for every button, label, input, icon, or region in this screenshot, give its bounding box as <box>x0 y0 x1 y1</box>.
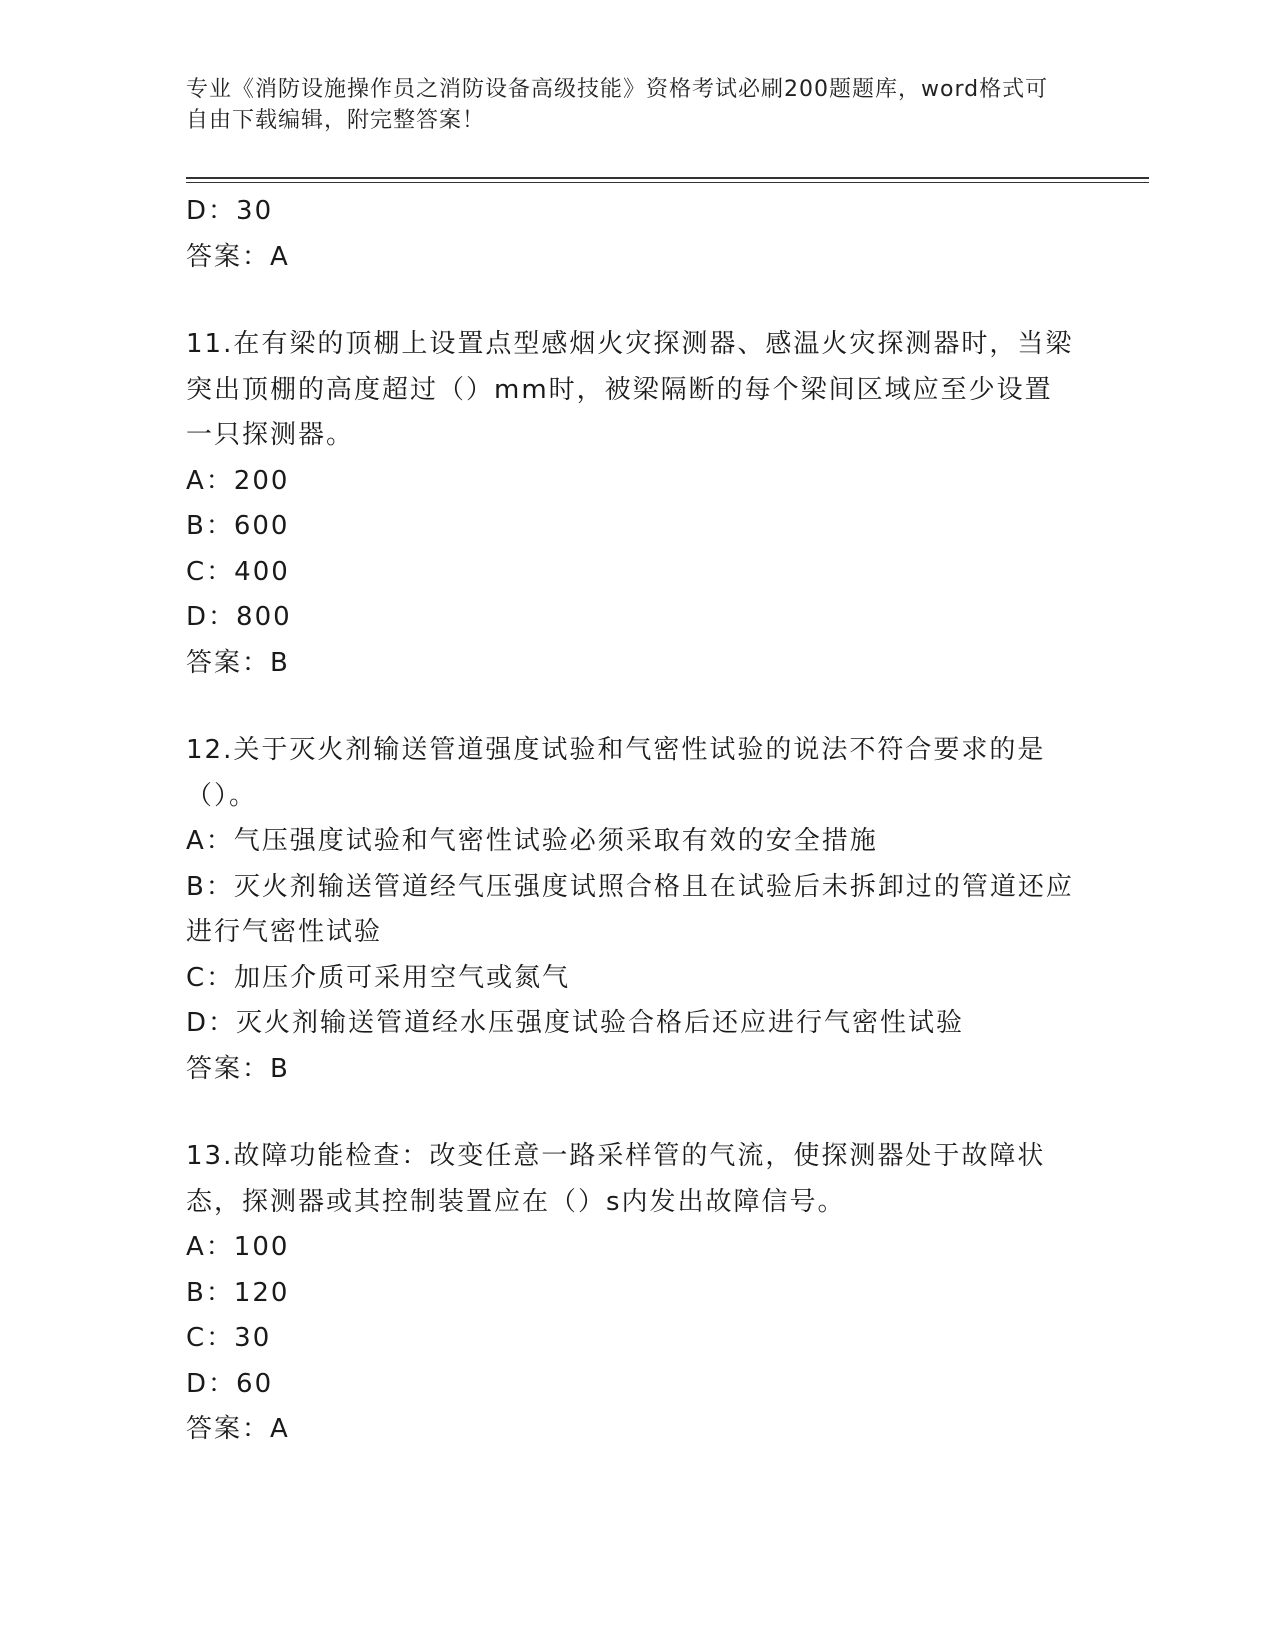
option-a: A：气压强度试验和气密性试验必须采取有效的安全措施 <box>186 826 878 856</box>
option-c: C：400 <box>186 556 290 587</box>
option-b: B：120 <box>186 1277 290 1308</box>
header-rule-thick <box>186 177 1149 179</box>
option-c: C：30 <box>186 1323 272 1353</box>
prev-answer: 答案：A <box>186 241 290 272</box>
question-stem: 12.关于灭火剂输送管道强度试验和气密性试验的说法不符合要求的是（）。 <box>186 735 1046 811</box>
question-12 <box>186 728 1076 1092</box>
document-header: 专业《消防设施操作员之消防设备高级技能》资格考试必刷200题题库，word格式可自由下载编辑，附完整答案！ <box>186 77 1049 133</box>
question-stem: 13.故障功能检查：改变任意一路采样管的气流，使探测器处于故障状态，探测器或其控制装置应在（）s内发出故障信号。 <box>186 1141 1046 1217</box>
answer: 答案：B <box>186 647 290 678</box>
header-rule-thin <box>186 182 1149 183</box>
option-b: B：灭火剂输送管道经气压强度试照合格且在试验后未拆卸过的管道还应进行气密性试验 <box>186 871 1074 947</box>
option-d: D：60 <box>186 1368 274 1399</box>
option-a: A：200 <box>186 465 290 496</box>
option-c: C：加压介质可采用空气或氮气 <box>186 962 571 993</box>
question-stem: 11.在有梁的顶棚上设置点型感烟火灾探测器、感温火灾探测器时，当梁突出顶棚的高度超过（）mm时，被梁隔断的每个梁间区域应至少设置一只探测器。 <box>186 329 1074 450</box>
answer: 答案：A <box>186 1414 290 1444</box>
question-13 <box>186 1134 1076 1453</box>
option-a: A：100 <box>186 1232 290 1262</box>
prev-option-d: D：30 <box>186 196 274 226</box>
document-body <box>186 189 1076 1453</box>
question-11 <box>186 322 1076 686</box>
option-d: D：灭火剂输送管道经水压强度试验合格后还应进行气密性试验 <box>186 1008 965 1038</box>
answer: 答案：B <box>186 1053 290 1084</box>
option-b: B：600 <box>186 511 290 541</box>
option-d: D：800 <box>186 602 292 632</box>
